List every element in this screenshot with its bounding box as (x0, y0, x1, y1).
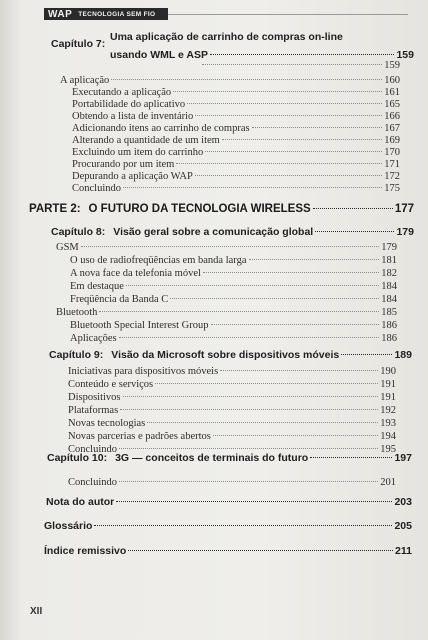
entry-page: 159 (384, 60, 400, 71)
entry-title: Em destaque (70, 281, 124, 292)
part-2-page: 177 (394, 203, 414, 215)
leader-dots (222, 139, 382, 140)
toc-entry (72, 111, 400, 122)
entry-page: 195 (380, 444, 396, 455)
chapter-9-page: 189 (394, 349, 412, 361)
entry-page: 191 (380, 379, 396, 390)
entry-title: A nova face da telefonia móvel (70, 268, 201, 279)
leader-dots (94, 525, 392, 526)
entry-page: 186 (381, 333, 397, 344)
toc-entry (56, 242, 397, 253)
leader-dots (126, 285, 379, 286)
leader-dots (211, 324, 380, 325)
leader-dots (147, 422, 378, 423)
entry-page: 161 (384, 87, 400, 98)
entry-title: A aplicação (60, 75, 110, 86)
leader-dots (310, 457, 392, 458)
entry-page: 170 (384, 147, 400, 158)
toc-entry (70, 281, 397, 292)
entry-title: Alterando a quantidade de um item (72, 135, 220, 146)
entry-page: 169 (384, 135, 400, 146)
entry-title: Bluetooth (56, 307, 98, 318)
entry-page: 186 (381, 320, 397, 331)
entry-page: 167 (384, 123, 400, 134)
leader-dots (155, 383, 378, 384)
entry-page: 192 (380, 405, 396, 416)
entry-page: 179 (381, 242, 397, 253)
toc-entry (68, 366, 396, 377)
entry-page: 191 (380, 392, 396, 403)
entry-title: Plataformas (68, 405, 119, 416)
leader-dots (249, 259, 380, 260)
entry-title: Procurando por um item (72, 159, 175, 170)
toc-entry (72, 99, 400, 110)
leader-dots (123, 396, 379, 397)
entry-page: 175 (384, 183, 400, 194)
leader-dots (213, 435, 378, 436)
toc-entry (72, 171, 400, 182)
entry-page: 201 (380, 477, 396, 488)
toc-entry (68, 405, 396, 416)
entry-title: Glossário (44, 520, 93, 532)
leader-dots (81, 246, 379, 247)
toc-entry (68, 431, 396, 442)
entry-page: 184 (381, 281, 397, 292)
chapter-7-label: Capítulo 7: (51, 38, 106, 50)
entry-page: 203 (394, 496, 412, 508)
leader-dots (202, 64, 382, 65)
toc-entry (68, 477, 396, 488)
entry-title: Iniciativas para dispositivos móveis (68, 366, 219, 377)
entry-page: 160 (384, 75, 400, 86)
entry-page: 193 (380, 418, 396, 429)
leader-dots (210, 54, 394, 55)
entry-title: Depurando a aplicação WAP (72, 171, 193, 182)
entry-title: Índice remissivo (44, 545, 127, 557)
toc-entry (56, 307, 397, 318)
chapter-9-heading: Capítulo 9: Visão da Microsoft sobre dispositivos móveis 189 (49, 349, 412, 361)
chapter-8-heading: Capítulo 8: Visão geral sobre a comunicação global 179 (51, 226, 414, 238)
entry-title: Dispositivos (68, 392, 121, 403)
entry-page: 181 (381, 255, 397, 266)
entry-title: Excluindo um item do carrinho (72, 147, 204, 158)
leader-dots (313, 208, 393, 209)
entry-title: Concluindo (72, 183, 121, 194)
chapter-10-heading: Capítulo 10: 3G — conceitos de terminais do futuro 197 (47, 452, 412, 464)
entry-title: Aplicações (70, 333, 117, 344)
leader-dots (173, 91, 382, 92)
entry-title: Portabilidade do aplicativo (72, 99, 186, 110)
toc-entry (72, 183, 400, 194)
leader-dots (99, 311, 379, 312)
page-number: XII (30, 606, 43, 617)
entry-title: Novas tecnologias (68, 418, 146, 429)
toc-entry (72, 123, 400, 134)
chapter-10-page: 197 (394, 452, 412, 464)
entry-page: 182 (381, 268, 397, 279)
leader-dots (119, 448, 378, 449)
entry-page: 171 (384, 159, 400, 170)
leader-dots (119, 481, 378, 482)
entry-page: 205 (394, 520, 412, 532)
leader-dots (205, 151, 382, 152)
toc-entry (72, 135, 400, 146)
chapter-7-title-line1: Uma aplicação de carrinho de compras on-line (110, 31, 343, 43)
leader-dots (170, 298, 379, 299)
toc-entry (70, 320, 397, 331)
entry-page: 190 (380, 366, 396, 377)
back-matter-entry (46, 496, 412, 508)
toc-entry (70, 333, 397, 344)
leader-dots (203, 272, 379, 273)
part-2-heading: PARTE 2: O FUTURO DA TECNOLOGIA WIRELESS 177 (29, 203, 414, 215)
leader-dots (123, 187, 382, 188)
leader-dots (220, 370, 378, 371)
leader-dots (195, 175, 382, 176)
entry-title: Obtendo a lista de inventário (72, 111, 194, 122)
entry-page: 194 (380, 431, 396, 442)
toc-entry (70, 255, 397, 266)
toc-entry (72, 159, 400, 170)
header-wap-label: WAP (48, 8, 73, 20)
entry-title: Freqüência da Banda C (70, 294, 169, 305)
entry-page: 184 (381, 294, 397, 305)
entry-page: 211 (395, 545, 412, 557)
toc-entry (60, 75, 400, 86)
entry-title: Executando a aplicação (72, 87, 172, 98)
toc-entry (70, 294, 397, 305)
toc-entry (72, 87, 400, 98)
entry-title: Concluindo (68, 444, 117, 455)
entry-title: Novas parcerias e padrões abertos (68, 431, 211, 442)
leader-dots (252, 127, 383, 128)
back-matter-entry (44, 545, 412, 557)
header-subtitle: TECNOLOGIA SEM FIO (78, 10, 156, 18)
entry-page: 172 (384, 171, 400, 182)
toc-entry (68, 392, 396, 403)
toc-entry (68, 379, 396, 390)
back-matter-entry (44, 520, 412, 532)
entry-page: 166 (384, 111, 400, 122)
entry-title: O uso de radiofreqüências em banda larga (70, 255, 247, 266)
leader-dots (341, 354, 392, 355)
entry-page: 165 (384, 99, 400, 110)
toc-entry (200, 60, 400, 71)
leader-dots (187, 103, 382, 104)
entry-title: GSM (56, 242, 79, 253)
chapter-8-page: 179 (396, 226, 414, 238)
entry-title: Nota do autor (46, 496, 115, 508)
entry-title: Conteúdo e serviços (68, 379, 154, 390)
leader-dots (119, 337, 380, 338)
leader-dots (176, 163, 382, 164)
leader-dots (128, 550, 393, 551)
toc-entry (68, 418, 396, 429)
leader-dots (195, 115, 382, 116)
chapter-7-title-line2: usando WML e ASP 159 (110, 49, 414, 61)
entry-page: 185 (381, 307, 397, 318)
entry-title: Concluindo (68, 477, 117, 488)
entry-title: Adicionando itens ao carrinho de compras (72, 123, 250, 134)
leader-dots (120, 409, 378, 410)
leader-dots (111, 79, 382, 80)
leader-dots (315, 231, 394, 232)
toc-entry (72, 147, 400, 158)
toc-entry (70, 268, 397, 279)
chapter-7-page: 159 (396, 49, 414, 61)
leader-dots (116, 501, 392, 502)
entry-title: Bluetooth Special Interest Group (70, 320, 209, 331)
